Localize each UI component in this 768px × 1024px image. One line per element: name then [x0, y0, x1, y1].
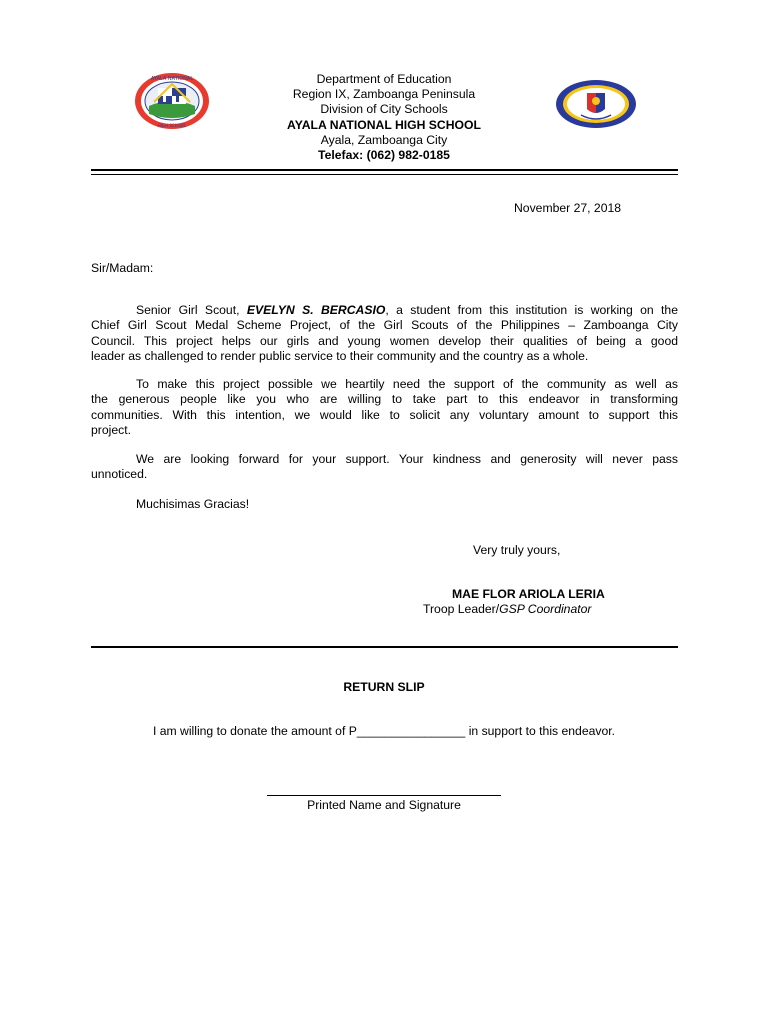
p1-intro: Senior Girl Scout, [136, 303, 247, 317]
svg-text:HIGH SCHOOL: HIGH SCHOOL [157, 123, 187, 128]
donation-pledge: I am willing to donate the amount of P________________ in support to this endeavor. [152, 724, 616, 738]
paragraph-1-line-4: leader as challenged to render public service to their community and the country as a whole. [91, 349, 589, 364]
paragraph-3-line-1: We are looking forward for your support. Your kindness and generosity will never pass [136, 452, 678, 466]
signer-title-coordinator: GSP Coordinator [499, 602, 592, 616]
signer-title [423, 602, 591, 616]
letterhead-telefax: Telefax: (062) 982-0185 [318, 148, 450, 163]
letterhead-address: Ayala, Zamboanga City [320, 132, 448, 147]
paragraph-3-line-2: unnoticed. [91, 467, 148, 482]
letterhead-department: Department of Education [316, 72, 452, 86]
paragraph-2-line-3: communities. With this intention, we would like to solicit any voluntary amount to support this [91, 407, 678, 422]
salutation: Sir/Madam: [91, 261, 154, 275]
school-seal-logo [133, 72, 211, 130]
paragraph-1 [91, 303, 678, 365]
header-rule-thick [91, 169, 678, 171]
paragraph-2-line-4: project. [91, 423, 131, 438]
letterhead [234, 72, 534, 163]
paragraph-3 [91, 452, 678, 483]
svg-text:AYALA NATIONAL: AYALA NATIONAL [150, 76, 194, 82]
valediction: Very truly yours, [473, 543, 561, 557]
deped-seal-logo [555, 79, 637, 129]
paragraph-1-line-3: Council. This project helps our girls and young women develop their qualities of being a good [91, 333, 678, 348]
header-rule-thin [91, 174, 678, 175]
signer-title-role: Troop Leader/ [423, 602, 500, 616]
signature-caption: Printed Name and Signature [307, 798, 461, 812]
return-slip-divider [91, 646, 678, 648]
scout-name: EVELYN S. BERCASIO [246, 303, 386, 317]
letterhead-division: Division of City Schools [320, 102, 448, 117]
letterhead-region: Region IX, Zamboanga Peninsula [292, 87, 476, 102]
paragraph-2-line-2: the generous people like you who are willing to take part to this endeavor in transforming [91, 392, 678, 407]
signer-name: MAE FLOR ARIOLA LERIA [452, 587, 605, 601]
return-slip-title: RETURN SLIP [343, 680, 425, 694]
paragraph-1-line-1 [91, 303, 678, 318]
signature-line [267, 795, 501, 796]
paragraph-2 [91, 377, 678, 439]
paragraph-2-line-1: To make this project possible we heartily need the support of the community as well as [136, 377, 678, 391]
closing-remark: Muchisimas Gracias! [136, 497, 250, 511]
p1-intro-rest: , a student from this institution is working on the [385, 303, 678, 317]
letterhead-school-name: AYALA NATIONAL HIGH SCHOOL [287, 117, 481, 132]
paragraph-1-line-2: Chief Girl Scout Medal Scheme Project, of the Girl Scouts of the Philippines – Zamboanga City [91, 318, 678, 333]
letter-date: November 27, 2018 [514, 201, 622, 215]
